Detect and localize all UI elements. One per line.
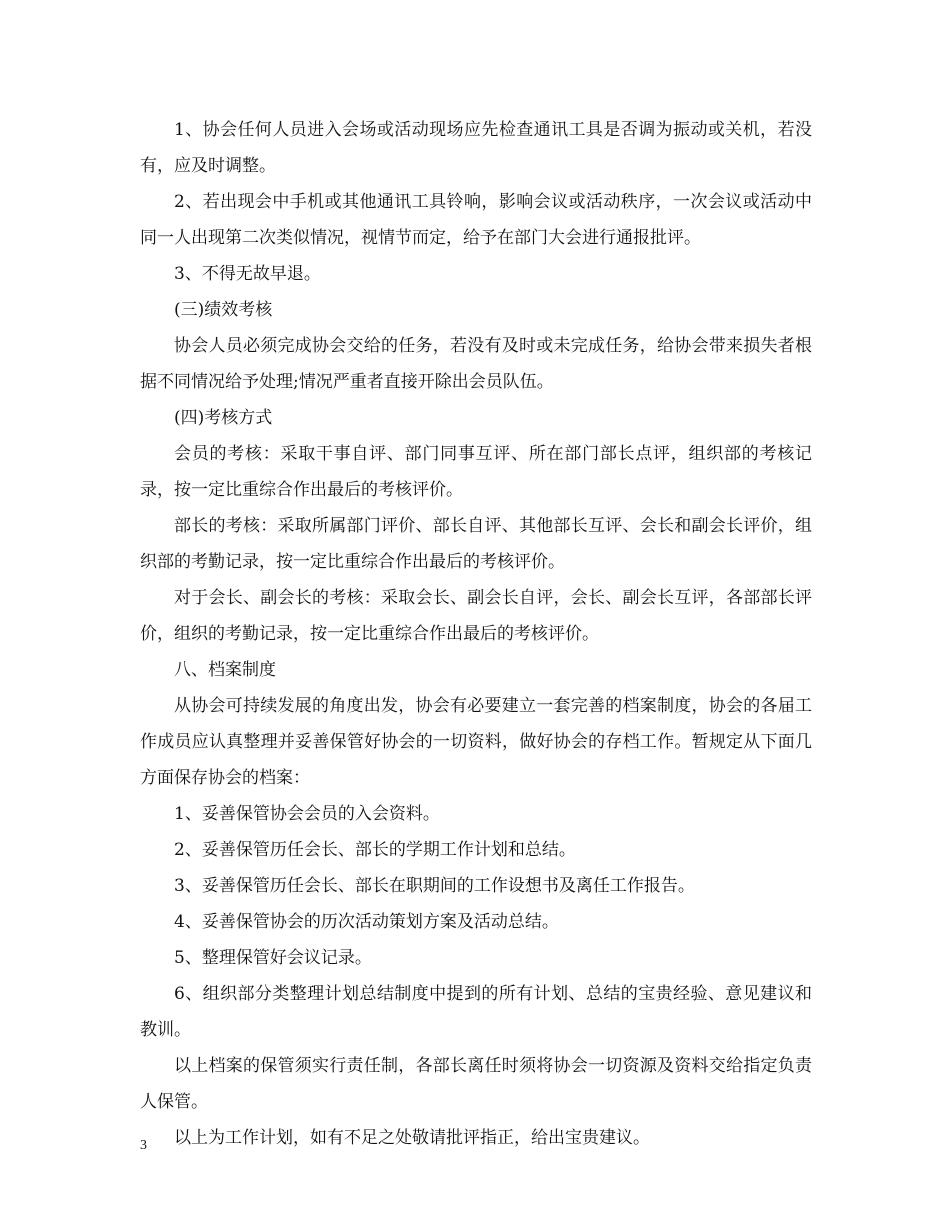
paragraph-3: 3、不得无故早退。 bbox=[174, 264, 321, 284]
list-item-6: 6、组织部分类整理计划总结制度中提到的所有计划、总结的宝贵经验、意见建议和教训。 bbox=[140, 984, 812, 1040]
list-item-3: 3、妥善保管历任会长、部长在职期间的工作设想书及离任工作报告。 bbox=[174, 876, 695, 896]
list-item-4: 4、妥善保管协会的历次活动策划方案及活动总结。 bbox=[174, 912, 559, 932]
section-heading-assessment-method: (四)考核方式 bbox=[174, 408, 273, 428]
paragraph-7: 会员的考核：采取干事自评、部门同事互评、所在部门部长点评，组织部的考核记录，按一定比重综合作出最后的考核评价。 bbox=[140, 444, 812, 500]
paragraph-8: 部长的考核：采取所属部门评价、部长自评、其他部长互评、会长和副会长评价，组织部的考勤记录，按一定比重综合作出最后的考核评价。 bbox=[140, 516, 812, 572]
list-item-5: 5、整理保管好会议记录。 bbox=[174, 948, 372, 968]
paragraph-18: 以上档案的保管须实行责任制，各部长离任时须将协会一切资源及资料交给指定负责人保管。 bbox=[140, 1056, 812, 1112]
paragraph-5: 协会人员必须完成协会交给的任务，若没有及时或未完成任务，给协会带来损失者根据不同情况给予处理;情况严重者直接开除出会员队伍。 bbox=[140, 336, 812, 392]
page-number: 3 bbox=[140, 1138, 147, 1153]
section-heading-archives: 八、档案制度 bbox=[174, 660, 276, 680]
list-item-1: 1、妥善保管协会会员的入会资料。 bbox=[174, 804, 440, 824]
paragraph-9: 对于会长、副会长的考核：采取会长、副会长自评，会长、副会长互评，各部部长评价，组织的考勤记录，按一定比重综合作出最后的考核评价。 bbox=[140, 588, 812, 644]
list-item-2: 2、妥善保管历任会长、部长的学期工作计划和总结。 bbox=[174, 840, 576, 860]
section-heading-performance: (三)绩效考核 bbox=[174, 300, 273, 320]
paragraph-19: 以上为工作计划，如有不足之处敬请批评指正，给出宝贵建议。 bbox=[174, 1128, 650, 1148]
paragraph-1: 1、协会任何人员进入会场或活动现场应先检查通讯工具是否调为振动或关机，若没有，应及时调整。 bbox=[140, 120, 812, 176]
paragraph-11: 从协会可持续发展的角度出发，协会有必要建立一套完善的档案制度，协会的各届工作成员应认真整理并妥善保管好协会的一切资料，做好协会的存档工作。暂规定从下面几方面保存协会的档案： bbox=[140, 696, 812, 788]
document-body bbox=[140, 112, 812, 1156]
paragraph-2: 2、若出现会中手机或其他通讯工具铃响，影响会议或活动秩序，一次会议或活动中同一人出现第二次类似情况，视情节而定，给予在部门大会进行通报批评。 bbox=[140, 192, 812, 248]
